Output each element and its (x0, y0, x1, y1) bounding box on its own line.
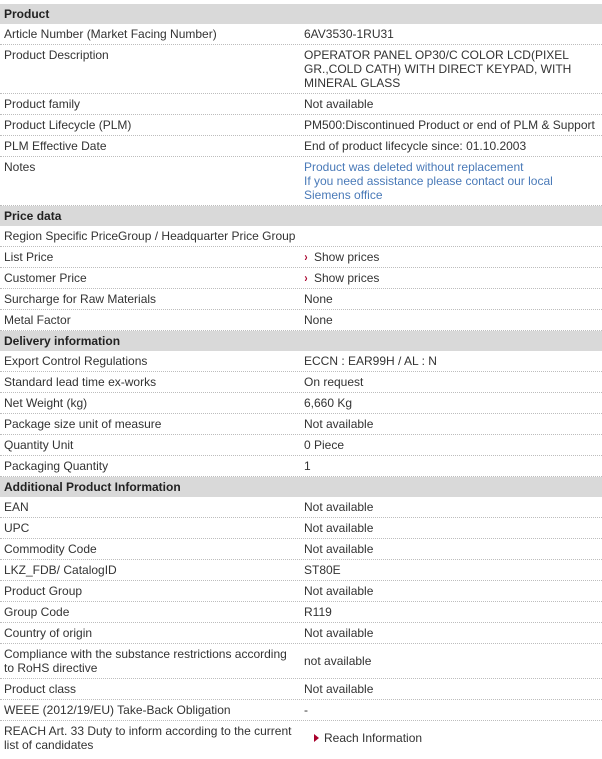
reach-information-link-label: Reach Information (324, 731, 423, 745)
lead-time-label: Standard lead time ex-works (4, 375, 157, 389)
customer-price-link-label: Show prices (314, 271, 380, 285)
reach-value (300, 721, 602, 755)
chevron-right-icon: › (304, 250, 308, 264)
weee-obligation-label: WEEE (2012/19/EU) Take-Back Obligation (4, 703, 231, 717)
table-row (0, 518, 602, 539)
customer-price-label: Customer Price (4, 271, 87, 285)
product-group-value: Not available (304, 584, 374, 598)
table-row (0, 721, 602, 755)
surcharge-label: Surcharge for Raw Materials (4, 292, 157, 306)
table-row (0, 45, 602, 94)
ean-label: EAN (4, 500, 29, 514)
metal-factor-label: Metal Factor (4, 313, 71, 327)
product-description-label: Product Description (4, 48, 109, 62)
triangle-right-icon (314, 734, 319, 742)
section-header-price: Price data (0, 206, 602, 226)
table-row (0, 581, 602, 602)
list-price-show-prices-link[interactable] (304, 250, 379, 264)
lead-time-value: On request (304, 375, 364, 389)
group-code-label: Group Code (4, 605, 70, 619)
rohs-compliance-label: Compliance with the substance restrictions according to RoHS directive (4, 647, 287, 675)
table-row (0, 456, 602, 477)
ean-value: Not available (304, 500, 374, 514)
commodity-code-label: Commodity Code (4, 542, 97, 556)
notes-value (300, 157, 602, 205)
table-row (0, 679, 602, 700)
table-row (0, 623, 602, 644)
rohs-compliance-value: not available (304, 654, 372, 668)
export-control-value: ECCN : EAR99H / AL : N (304, 354, 437, 368)
table-row (0, 700, 602, 721)
table-row (0, 435, 602, 456)
country-of-origin-value: Not available (304, 626, 374, 640)
customer-price-value (300, 268, 602, 288)
product-class-label: Product class (4, 682, 77, 696)
package-size-label: Package size unit of measure (4, 417, 162, 431)
section-header-additional: Additional Product Information (0, 477, 602, 497)
country-of-origin-label: Country of origin (4, 626, 93, 640)
table-row (0, 560, 602, 581)
table-row (0, 289, 602, 310)
export-control-label: Export Control Regulations (4, 354, 148, 368)
list-price-label: List Price (4, 250, 54, 264)
table-row (0, 414, 602, 435)
product-class-value: Not available (304, 682, 374, 696)
table-row (0, 602, 602, 623)
notes-label: Notes (4, 160, 36, 174)
product-description-value: OPERATOR PANEL OP30/C COLOR LCD(PIXEL GR.,COLD CATH) WITH DIRECT KEYPAD, WITH MINERAL GLASS (304, 48, 572, 90)
reach-information-link[interactable] (314, 731, 422, 745)
chevron-right-icon: › (304, 271, 308, 285)
notes-deleted-link[interactable]: Product was deleted without replacement (304, 160, 524, 174)
article-number-value: 6AV3530-1RU31 (304, 27, 394, 41)
table-row (0, 94, 602, 115)
table-row (0, 24, 602, 45)
table-row (0, 247, 602, 268)
list-price-value (300, 247, 602, 267)
plm-effective-date-label: PLM Effective Date (4, 139, 107, 153)
packaging-quantity-label: Packaging Quantity (4, 459, 109, 473)
table-row (0, 372, 602, 393)
group-code-value: R119 (304, 605, 332, 619)
table-row (0, 268, 602, 289)
table-row (0, 136, 602, 157)
table-row (0, 539, 602, 560)
upc-value: Not available (304, 521, 374, 535)
upc-label: UPC (4, 521, 30, 535)
article-number-label: Article Number (Market Facing Number) (4, 27, 217, 41)
metal-factor-value: None (304, 313, 333, 327)
net-weight-label: Net Weight (kg) (4, 396, 88, 410)
quantity-unit-label: Quantity Unit (4, 438, 74, 452)
package-size-value: Not available (304, 417, 374, 431)
section-header-product: Product (0, 4, 602, 24)
weee-obligation-value: - (304, 703, 308, 717)
product-family-label: Product family (4, 97, 81, 111)
table-row (0, 497, 602, 518)
table-row (0, 226, 602, 247)
reach-label: REACH Art. 33 Duty to inform according to the current list of candidates (4, 724, 292, 752)
table-row (0, 115, 602, 136)
net-weight-value: 6,660 Kg (304, 396, 353, 410)
section-header-delivery: Delivery information (0, 331, 602, 351)
table-row (0, 644, 602, 679)
table-row (0, 351, 602, 372)
packaging-quantity-value: 1 (304, 459, 311, 473)
product-group-label: Product Group (4, 584, 83, 598)
plm-effective-date-value: End of product lifecycle since: 01.10.2003 (304, 139, 527, 153)
product-family-value: Not available (304, 97, 374, 111)
product-lifecycle-value: PM500:Discontinued Product or end of PLM & Support (304, 118, 595, 132)
region-price-group-text: Region Specific PriceGroup / Headquarter Price Group (4, 229, 296, 243)
surcharge-value: None (304, 292, 333, 306)
catalog-id-label: LKZ_FDB/ CatalogID (4, 563, 117, 577)
customer-price-show-prices-link[interactable] (304, 271, 379, 285)
table-row (0, 310, 602, 331)
notes-contact-link[interactable]: If you need assistance please contact our local Siemens office (304, 174, 553, 202)
table-row (0, 393, 602, 414)
product-lifecycle-label: Product Lifecycle (PLM) (4, 118, 132, 132)
list-price-link-label: Show prices (314, 250, 380, 264)
quantity-unit-value: 0 Piece (304, 438, 345, 452)
table-row (0, 157, 602, 206)
commodity-code-value: Not available (304, 542, 374, 556)
catalog-id-value: ST80E (304, 563, 341, 577)
